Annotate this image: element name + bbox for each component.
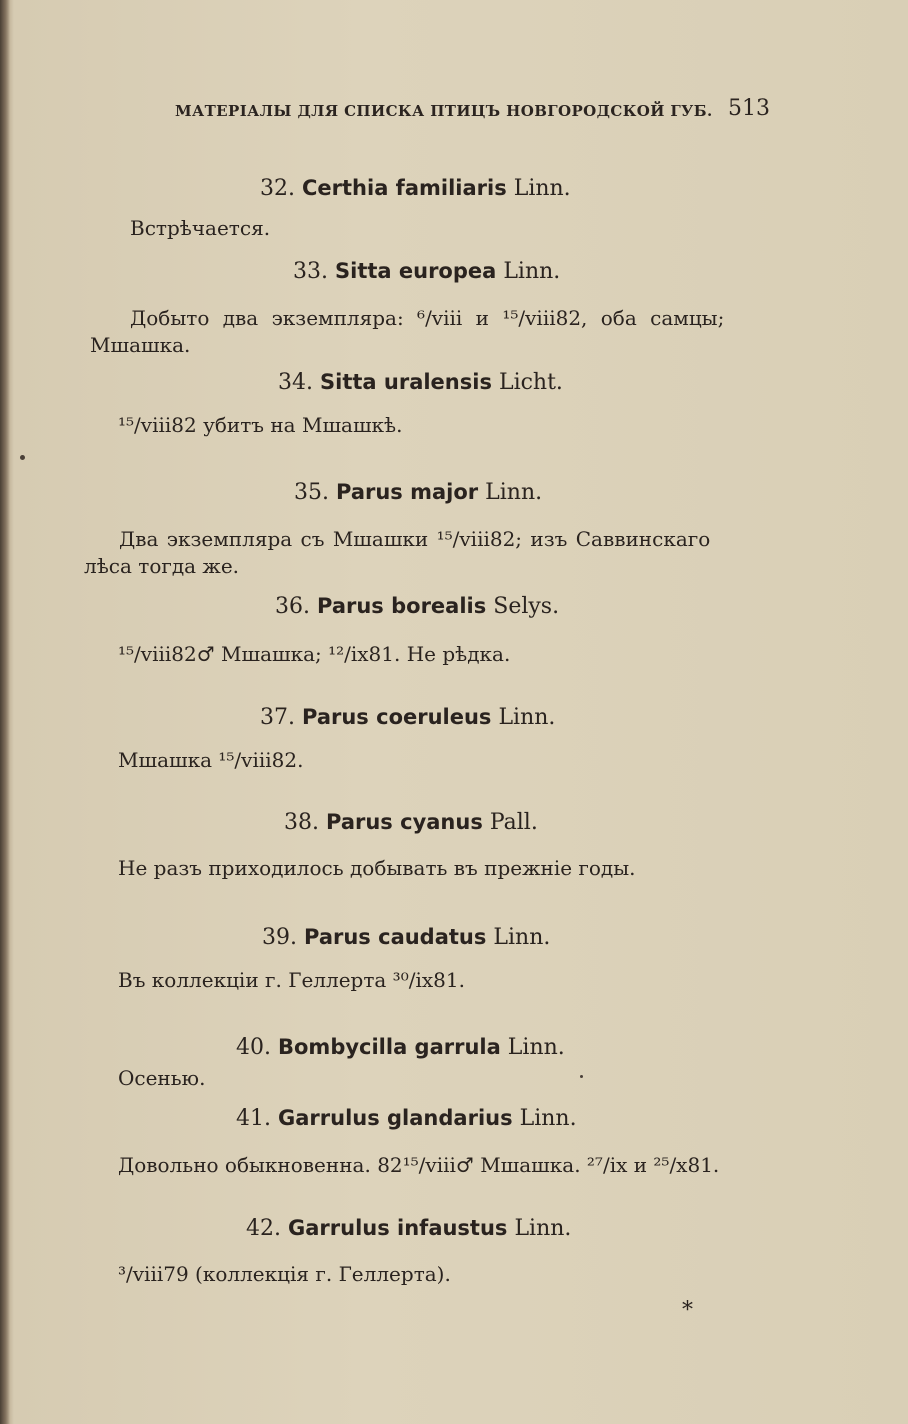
footer-asterisk: * — [682, 1298, 693, 1323]
entry-heading: 36. Parus borealis Selys. — [275, 594, 560, 619]
entry-heading: 39. Parus caudatus Linn. — [262, 925, 551, 950]
entry-heading: 34. Sitta uralensis Licht. — [278, 370, 563, 395]
page-binding-edge — [0, 0, 10, 1424]
page-number: 513 — [728, 96, 770, 121]
running-header-title: МАТЕРІАЛЫ ДЛЯ СПИСКА ПТИЦЪ НОВГОРОДСКОЙ ГУБ. — [175, 102, 713, 120]
entry-text: Мшашка ¹⁵/viii82. — [118, 748, 304, 772]
entry-text: ¹⁵/viii82♂ Мшашка; ¹²/ix81. Не рѣдка. — [118, 642, 511, 666]
entry-heading: 32. Certhia familiaris Linn. — [260, 176, 571, 201]
entry-heading: 40. Bombycilla garrula Linn. — [236, 1035, 565, 1060]
paper-speck — [580, 1075, 583, 1078]
entry-text: Мшашка. — [90, 333, 191, 357]
entry-text: Довольно обыкновенна. 82¹⁵/viii♂ Мшашка. ²⁷/ix и ²⁵/x81. — [118, 1153, 720, 1177]
entry-text: ³/viii79 (коллекція г. Геллерта). — [118, 1262, 451, 1286]
entry-text: Осенью. — [118, 1066, 206, 1090]
entry-text: ¹⁵/viii82 убитъ на Мшашкѣ. — [118, 413, 403, 437]
entry-text: Встрѣчается. — [130, 216, 271, 240]
entry-text: лѣса тогда же. — [84, 554, 240, 578]
entry-heading: 42. Garrulus infaustus Linn. — [246, 1216, 572, 1241]
entry-text: Не разъ приходилось добывать въ прежніе годы. — [118, 856, 636, 880]
paper-speck — [20, 455, 25, 460]
entry-heading: 37. Parus coeruleus Linn. — [260, 705, 556, 730]
entry-heading: 33. Sitta europea Linn. — [293, 259, 561, 284]
entry-text: Добыто два экземпляра: ⁶/viii и ¹⁵/viii82, оба самцы; — [130, 306, 725, 330]
running-header — [175, 96, 775, 126]
entry-heading: 35. Parus major Linn. — [294, 480, 543, 505]
entry-heading: 38. Parus cyanus Pall. — [284, 810, 538, 835]
entry-text: Въ коллекціи г. Геллерта ³⁰/ix81. — [118, 968, 465, 992]
entry-text: Два экземпляра съ Мшашки ¹⁵/viii82; изъ Саввинскаго — [119, 527, 711, 551]
entry-heading: 41. Garrulus glandarius Linn. — [236, 1106, 577, 1131]
